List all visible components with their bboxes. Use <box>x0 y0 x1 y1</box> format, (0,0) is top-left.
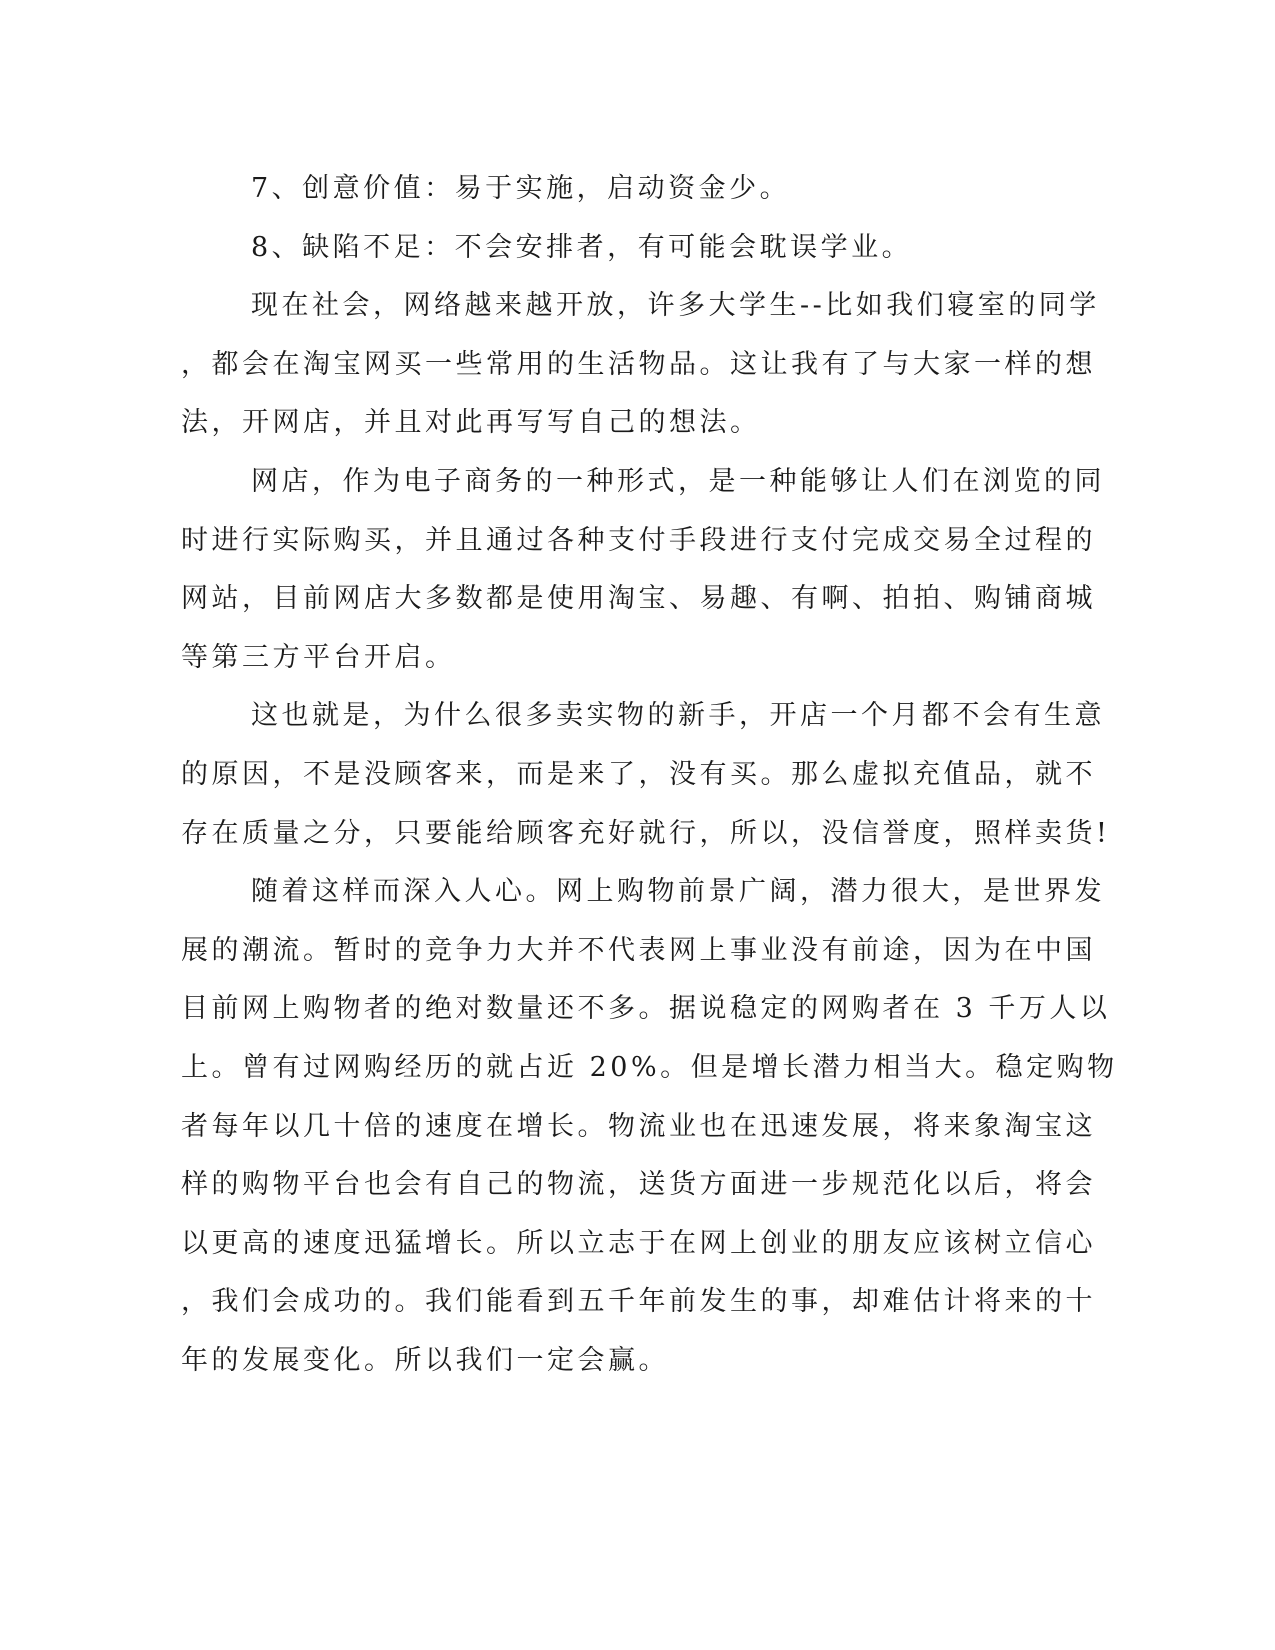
paragraph-4-line-4: 上。曾有过网购经历的就占近 20%。但是增长潜力相当大。稳定购物 <box>181 1051 1118 1083</box>
paragraph-4-line-1: 随着这样而深入人心。网上购物前景广阔，潜力很大，是世界发 <box>251 876 1105 908</box>
paragraph-3-line-1: 这也就是，为什么很多卖实物的新手，开店一个月都不会有生意 <box>251 700 1105 732</box>
paragraph-4-line-7: 以更高的速度迅猛增长。所以立志于在网上创业的朋友应该树立信心 <box>181 1227 1096 1259</box>
paragraph-4-line-3: 目前网上购物者的绝对数量还不多。据说稳定的网购者在 3 千万人以 <box>181 993 1111 1025</box>
paragraph-4-line-2: 展的潮流。暂时的竞争力大并不代表网上事业没有前途，因为在中国 <box>181 934 1096 966</box>
paragraph-2-line-1: 网店，作为电子商务的一种形式，是一种能够让人们在浏览的同 <box>251 465 1105 497</box>
paragraph-1-line-1: 现在社会，网络越来越开放，许多大学生--比如我们寝室的同学 <box>251 290 1100 322</box>
list-item-shortcomings: 8、缺陷不足：不会安排者，有可能会耽误学业。 <box>251 231 913 263</box>
paragraph-3-line-3: 存在质量之分，只要能给顾客充好就行，所以，没信誉度，照样卖货! <box>181 817 1111 849</box>
paragraph-2-line-2: 时进行实际购买，并且通过各种支付手段进行支付完成交易全过程的 <box>181 524 1096 556</box>
paragraph-3-line-2: 的原因，不是没顾客来，而是来了，没有买。那么虚拟充值品，就不 <box>181 758 1096 790</box>
paragraph-2-line-4: 等第三方平台开启。 <box>181 641 456 673</box>
paragraph-4-line-5: 者每年以几十倍的速度在增长。物流业也在迅速发展，将来象淘宝这 <box>181 1110 1096 1142</box>
paragraph-1-line-3: 法，开网店，并且对此再写写自己的想法。 <box>181 407 761 439</box>
paragraph-2-line-3: 网站，目前网店大多数都是使用淘宝、易趣、有啊、拍拍、购铺商城 <box>181 583 1096 615</box>
list-item-creative-value: 7、创意价值：易于实施，启动资金少。 <box>251 173 791 204</box>
paragraph-1-line-2: ，都会在淘宝网买一些常用的生活物品。这让我有了与大家一样的想 <box>181 348 1096 380</box>
paragraph-4-line-9: 年的发展变化。所以我们一定会赢。 <box>181 1344 669 1376</box>
paragraph-4-line-8: ，我们会成功的。我们能看到五千年前发生的事，却难估计将来的十 <box>181 1286 1096 1318</box>
body-text <box>181 160 1118 1390</box>
paragraph-4-line-6: 样的购物平台也会有自己的物流，送货方面进一步规范化以后，将会 <box>181 1169 1096 1201</box>
